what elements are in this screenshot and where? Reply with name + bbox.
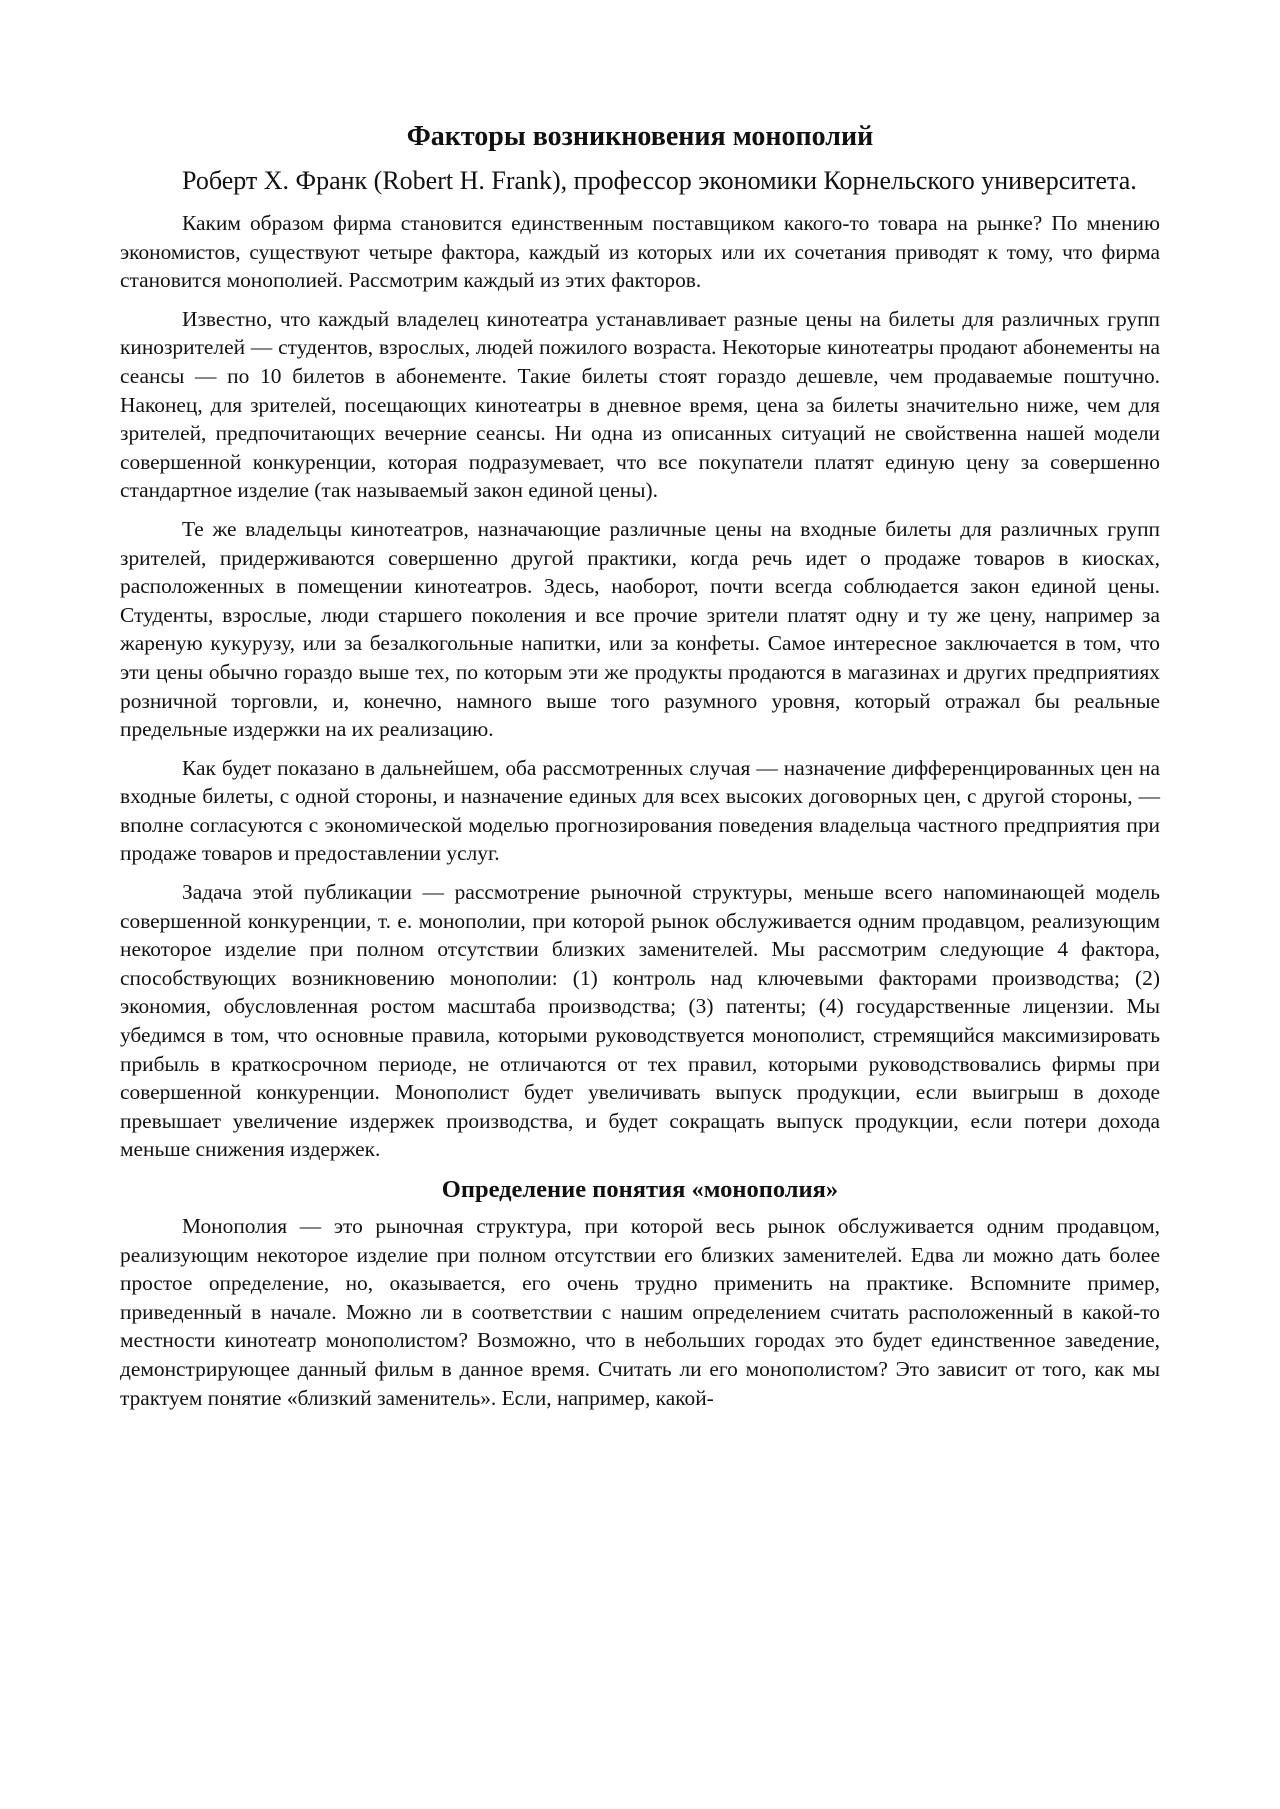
document-title: Факторы возникновения монополий (406, 121, 874, 152)
paragraph-kiosk-prices: Те же владельцы кинотеатров, назначающие различные цены на входные билеты для различных групп зрителей, придерживаются совершенно другой практики, когда речь идет о продаже товаров в киосках, расположенных в помещении кинотеатров. Здесь, наоборот, почти всегда соблюдается закон единой цены. Студенты, взрослые, люди старшего поколения и все прочие зрители платят одну и ту же цену, например за жареную кукурузу, или за безалкогольные напитки, или за конфеты. Самое интересное заключается в том, что эти цены обычно гораздо выше тех, по которым эти же продукты продаются в магазинах и других предприятиях розничной торговли, и, конечно, намного выше того разумного уровня, который отражал бы реальные предельные издержки на их реализацию. (120, 516, 1160, 742)
section-heading: Определение понятия «монополия» (441, 1176, 839, 1203)
author-line: Роберт Х. Франк (Robert H. Frank), профессор экономики Корнельского университета. (182, 166, 1137, 195)
paragraph-model-consistency: Как будет показано в дальнейшем, оба рассмотренных случая — назначение дифференцированных цен на входные билеты, с одной стороны, и назначение единых для всех высоких договорных цен, с другой стороны, — вполне согласуются с экономической моделью прогнозирования поведения владельца частного предприятия при продаже товаров и предоставлении услуг. (120, 755, 1160, 866)
paragraph-publication-task: Задача этой публикации — рассмотрение рыночной структуры, меньше всего напоминающей модель совершенной конкуренции, т. е. монополии, при которой рынок обслуживается одним продавцом, реализующим некоторое изделие при полном отсутствии близких заменителей. Мы рассмотрим следующие 4 фактора, способствующих возникновению монополии: (1) контроль над ключевыми факторами производства; (2) экономия, обусловленная ростом масштаба производства; (3) патенты; (4) государственные лицензии. Мы убедимся в том, что основные правила, которыми руководствуется монополист, стремящийся максимизировать прибыль в краткосрочном периоде, не отличаются от тех правил, которыми руководствовались фирмы при совершенной конкуренции. Монополист будет увеличивать выпуск продукции, если выигрыш в доходе превышает увеличение издержек производства, и будет сокращать выпуск продукции, если потери дохода меньше снижения издержек. (120, 880, 1160, 1162)
paragraph-monopoly-definition: Монополия — это рыночная структура, при которой весь рынок обслуживается одним продавцом, реализующим некоторое изделие при полном отсутствии его близких заменителей. Едва ли можно дать более простое определение, но, оказывается, его очень трудно применить на практике. Вспомните пример, приведенный в начале. Можно ли в соответствии с нашим определением считать расположенный в какой-то местности кинотеатр монополистом? Возможно, что в небольших городах это будет единственное заведение, демонстрирующее данный фильм в данное время. Считать ли его монополистом? Это зависит от того, как мы трактуем понятие «близкий заменитель». Если, например, какой- (120, 1214, 1160, 1410)
paragraph-cinema-prices: Известно, что каждый владелец кинотеатра устанавливает разные цены на билеты для различных групп кинозрителей — студентов, взрослых, людей пожилого возраста. Некоторые кинотеатры продают абонементы на сеансы — по 10 билетов в абонементе. Такие билеты стоят гораздо дешевле, чем продаваемые поштучно. Наконец, для зрителей, посещающих кинотеатры в дневное время, цена за билеты значительно ниже, чем для зрителей, предпочитающих вечерние сеансы. Ни одна из описанных ситуаций не свойственна нашей модели совершенной конкуренции, которая подразумевает, что все покупатели платят единую цену за совершенно стандартное изделие (так называемый закон единой цены). (120, 306, 1160, 503)
paragraph-intro: Каким образом фирма становится единственным поставщиком какого-то товара на рынке? По мнению экономистов, существуют четыре фактора, каждый из которых или их сочетания приводят к тому, что фирма становится монополией. Рассмотрим каждый из этих факторов. (120, 211, 1160, 293)
document-page (120, 120, 1160, 1422)
